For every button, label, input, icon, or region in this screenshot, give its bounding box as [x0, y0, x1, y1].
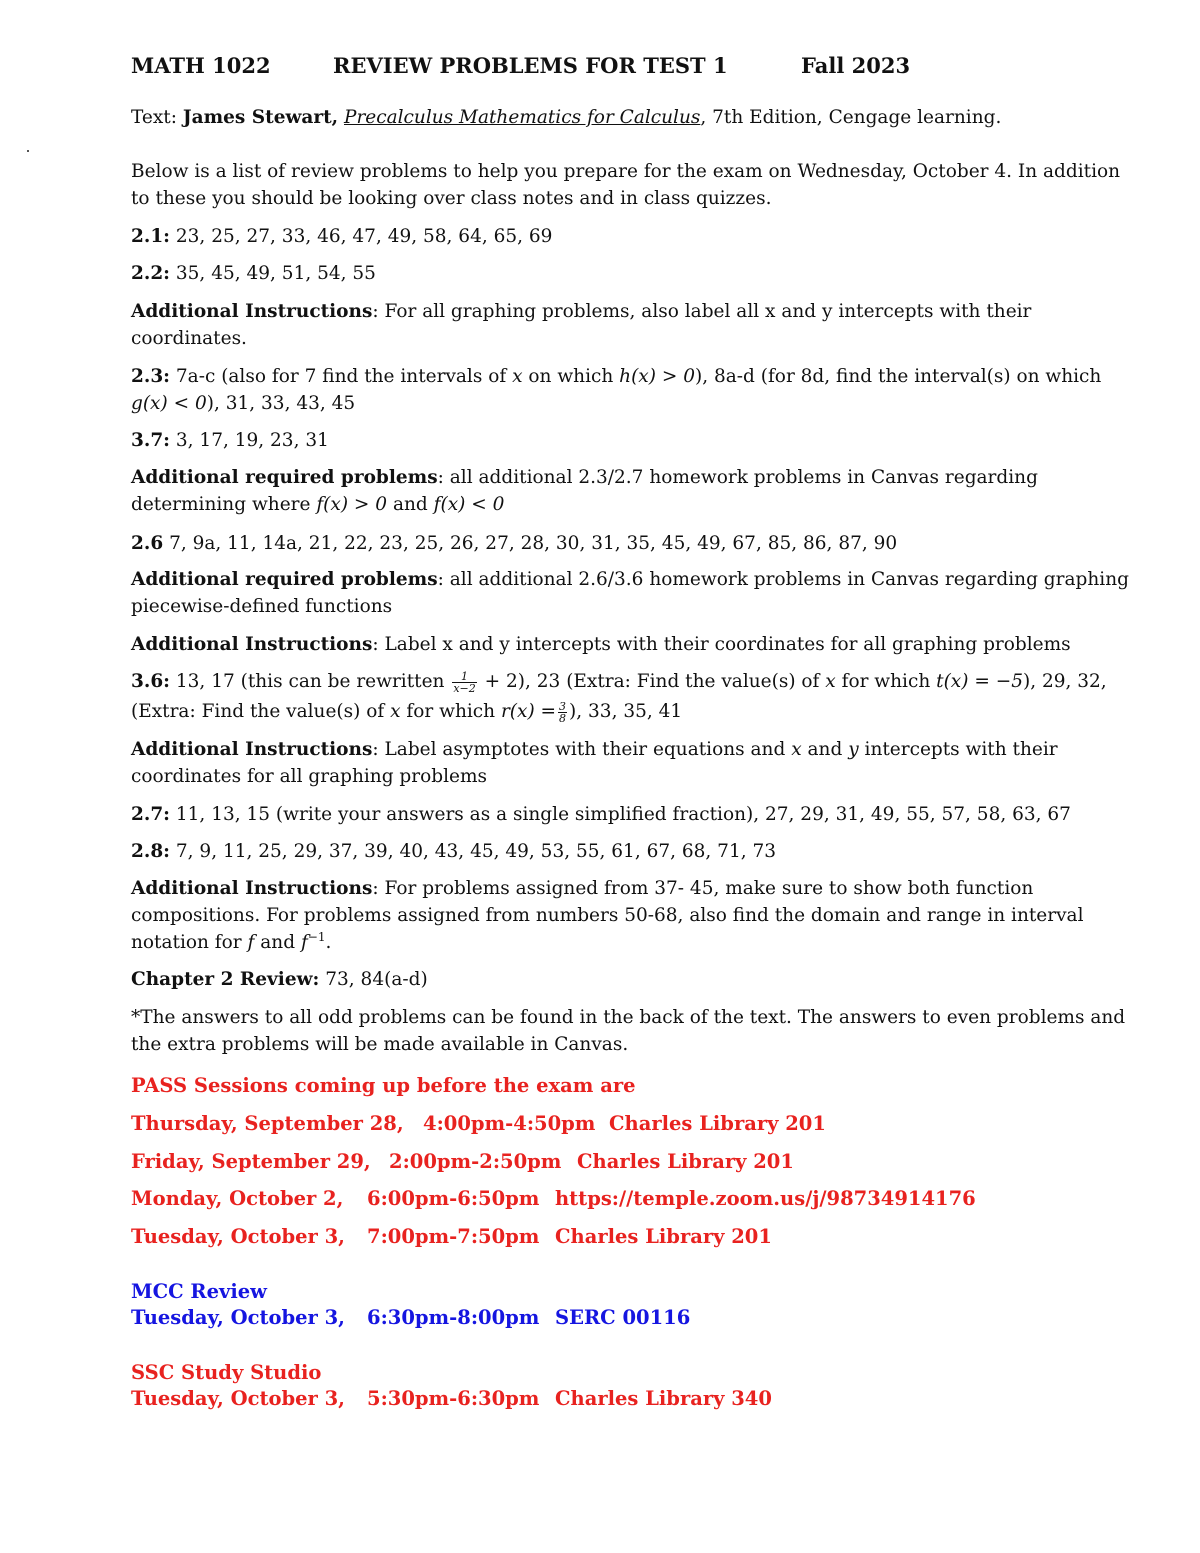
ssc-session: Tuesday, October 3, 5:30pm-6:30pm Charles Library 340	[131, 1387, 772, 1410]
section-2-8: 2.8: 7, 9, 11, 25, 29, 37, 39, 40, 43, 45, 49, 53, 55, 61, 67, 68, 71, 73	[131, 841, 777, 862]
pass-heading: PASS Sessions coming up before the exam are	[131, 1074, 636, 1097]
course-code: MATH 1022	[131, 53, 271, 78]
additional-required-problems-1: Additional required problems: all additional 2.3/2.7 homework problems in Canvas regarding determining where f(x) > 0 and f(x) < 0	[131, 467, 1038, 515]
author: James Stewart,	[182, 107, 339, 128]
additional-instructions-4: Additional Instructions: For problems assigned from 37- 45, make sure to show both function compositions. For problems assigned from numbers 50-68, also find the domain and range in interval notation for f and $f^{-1}$.	[131, 878, 1084, 953]
chapter-2-review: Chapter 2 Review: 73, 84(a-d)	[131, 969, 428, 990]
additional-instructions-3: Additional Instructions: Label asymptotes with their equations and x and y intercepts with their coordinates for all graphing problems	[131, 739, 1058, 787]
section-2-7: 2.7: 11, 13, 15 (write your answers as a single simplified fraction), 27, 29, 31, 49, 55, 57, 58, 63, 67	[131, 804, 1071, 825]
mcc-heading: MCC Review	[131, 1280, 267, 1303]
section-2-1: 2.1: 23, 25, 27, 33, 46, 47, 49, 58, 64, 65, 69	[131, 226, 553, 247]
fraction: $\frac{3}{8}$	[559, 699, 567, 725]
textbook-line: Text: James Stewart, Precalculus Mathematics for Calculus, 7th Edition, Cengage learning.	[131, 107, 1002, 128]
ssc-heading: SSC Study Studio	[131, 1361, 322, 1384]
document-title: REVIEW PROBLEMS FOR TEST 1	[333, 53, 728, 78]
pass-session: Monday, October 2, 6:00pm-6:50pm https://temple.zoom.us/j/98734914176	[131, 1187, 976, 1210]
pass-session: Friday, September 29, 2:00pm-2:50pm Charles Library 201	[131, 1150, 794, 1173]
additional-required-problems-2: Additional required problems: all additional 2.6/3.6 homework problems in Canvas regarding graphing piecewise-defined functions	[131, 569, 1129, 617]
pass-session: Tuesday, October 3, 7:00pm-7:50pm Charles Library 201	[131, 1225, 772, 1248]
additional-instructions-2: Additional Instructions: Label x and y intercepts with their coordinates for all graphing problems	[131, 634, 1071, 655]
additional-instructions-1: Additional Instructions: For all graphing problems, also label all x and y intercepts with their coordinates.	[131, 301, 1032, 349]
document-header	[131, 52, 1141, 79]
answers-note: *The answers to all odd problems can be found in the back of the text. The answers to even problems and the extra problems will be made available in Canvas.	[131, 1007, 1126, 1055]
section-3-7: 3.7: 3, 17, 19, 23, 31	[131, 430, 329, 451]
pass-session: Thursday, September 28, 4:00pm-4:50pm Charles Library 201	[131, 1112, 826, 1135]
fraction: $\frac{1}{x-2}$	[453, 669, 476, 695]
term: Fall 2023	[801, 53, 911, 78]
intro-paragraph: Below is a list of review problems to help you prepare for the exam on Wednesday, October 4. In addition to these you should be looking over class notes and in class quizzes.	[131, 161, 1121, 209]
book-title: Precalculus Mathematics for Calculus	[344, 107, 701, 128]
section-2-2: 2.2: 35, 45, 49, 51, 54, 55	[131, 263, 376, 284]
section-2-6: 2.6 7, 9a, 11, 14a, 21, 22, 23, 25, 26, 27, 28, 30, 31, 35, 45, 49, 67, 85, 86, 87, 90	[131, 533, 898, 554]
section-2-3: 2.3: 7a-c (also for 7 find the intervals of x on which h(x) > 0), 8a-d (for 8d, find the interval(s) on which g(x) < 0), 31, 33, 43, 45	[131, 366, 1102, 414]
mcc-session: Tuesday, October 3, 6:30pm-8:00pm SERC 00116	[131, 1306, 691, 1329]
margin-mark	[27, 150, 29, 152]
section-3-6: 3.6: 13, 17 (this can be rewritten $\frac{1}{x-2}$ + 2), 23 (Extra: Find the value(s) of x for which t(x) = −5), 29, 32, (Extra: Find the value(s) of x for which r(x) = $\frac{3}{8}$ ), 33, 35, 41	[131, 669, 1107, 725]
zoom-link[interactable]: https://temple.zoom.us/j/98734914176	[555, 1187, 976, 1210]
